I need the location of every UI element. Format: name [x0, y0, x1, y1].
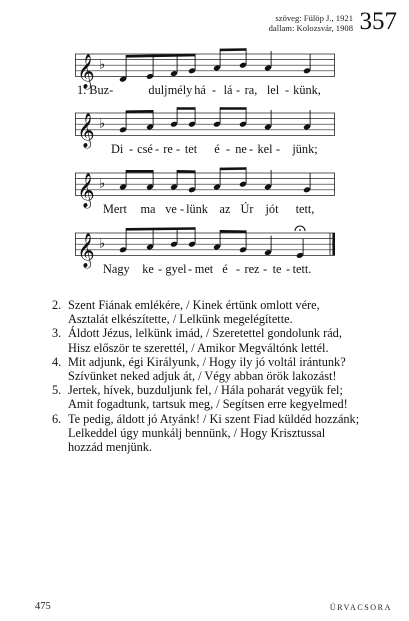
beam: [220, 167, 246, 170]
lyric-syllable: é: [214, 142, 220, 156]
verse: [53, 383, 403, 411]
lyric-syllable: ma: [140, 202, 156, 216]
lyric-syllable: lel: [266, 83, 280, 97]
verse: [53, 412, 403, 455]
lyric-syllable: tett,: [295, 202, 315, 216]
staff: [75, 227, 335, 268]
lyric-syllable: lá: [223, 83, 233, 97]
music-system: [75, 48, 335, 108]
lyric-line: [75, 142, 335, 158]
verse-line: Áldott Jézus, lelkünk imád, / Szeretettel gondolunk rád,: [68, 326, 342, 341]
hymn-credits: [269, 13, 353, 33]
note: [303, 54, 311, 74]
lyric-syllable: ne: [235, 142, 247, 156]
beam: [220, 107, 246, 110]
verse-number: 6.: [52, 411, 62, 426]
music-system: [75, 227, 335, 287]
lyric-syllable: ra,: [244, 83, 258, 97]
lyric-syllable: 1. Buz-: [77, 83, 114, 97]
lyric-syllable: -: [248, 142, 254, 156]
verse: [53, 326, 403, 354]
verse-line: Amit fogadtunk, tartsuk meg, / Segítsen erre kegyelmed!: [68, 397, 348, 412]
lyric-syllable: -: [157, 262, 163, 276]
lyric-line: [75, 262, 335, 278]
verse-line: Lelkeddel úgy munkálj bennünk, / Hogy Krisztussal: [68, 425, 326, 440]
lyric-syllable: met: [194, 262, 214, 276]
lyric-syllable: tet: [184, 142, 198, 156]
verse-number: 2.: [52, 298, 62, 312]
lyric-syllable: -: [154, 142, 160, 156]
lyric-syllable: é: [222, 262, 228, 276]
lyric-syllable: künk,: [293, 83, 321, 97]
beam: [126, 227, 195, 230]
lyric-syllable: -: [175, 142, 181, 156]
lyric-syllable: Úr: [240, 202, 254, 216]
verse-line: Szent Fiának emlékére, / Kinek értünk omlott vére,: [68, 298, 320, 312]
music-credit: dallam: Kolozsvár, 1908: [268, 23, 353, 33]
lyric-syllable: lünk: [186, 202, 208, 216]
fermata-dot: [299, 229, 301, 231]
beam: [220, 230, 246, 233]
lyric-syllable: jót: [265, 202, 279, 216]
treble-clef-icon: 𝄞: [77, 232, 95, 268]
lyric-syllable: jünk;: [292, 142, 318, 156]
lyric-syllable: mély: [167, 83, 193, 97]
treble-clef-icon: 𝄞: [77, 172, 95, 208]
verses: [53, 298, 403, 454]
verse-line: Jertek, hívek, buzduljunk fel, / Hála poharát vegyük fel;: [68, 383, 343, 398]
final-barline: [332, 233, 335, 255]
verse-line: Hisz először te szerettél, / Amikor Megváltónk lettél.: [68, 340, 329, 355]
lyric-line: [75, 83, 335, 99]
lyric-syllable: -: [235, 83, 241, 97]
lyric-syllable: -: [225, 142, 231, 156]
lyric-syllable: tett.: [292, 262, 312, 276]
lyric-syllable: ke: [142, 262, 154, 276]
lyric-line: [75, 202, 335, 218]
verse-line: Mit adjunk, égi Királyunk, / Hogy ily jó voltál irántunk?: [68, 354, 346, 369]
verse-number: 4.: [52, 354, 62, 369]
lyric-syllable: te: [272, 262, 282, 276]
lyric-syllable: Nagy: [103, 262, 130, 276]
beam: [220, 48, 246, 51]
lyric-syllable: Mert: [103, 202, 127, 216]
lyric-syllable: -: [284, 83, 290, 97]
lyric-syllable: -: [128, 142, 134, 156]
lyric-syllable: Di: [111, 142, 124, 156]
beam: [126, 110, 153, 113]
lyric-syllable: há: [194, 83, 206, 97]
beam: [177, 170, 195, 173]
text-credit: szöveg: Fülöp J., 1921: [275, 13, 353, 23]
note: [295, 226, 305, 259]
treble-clef-icon: 𝄞: [77, 53, 95, 89]
treble-clef-icon: 𝄞: [77, 112, 95, 148]
note: [303, 173, 311, 193]
flat-icon: ♭: [99, 236, 106, 252]
staff: [75, 48, 335, 89]
music-system: [75, 107, 335, 167]
staff: [75, 167, 335, 208]
beam: [126, 170, 153, 173]
beam: [126, 54, 195, 58]
lyric-syllable: -: [179, 202, 185, 216]
section-title: ÚRVACSORA: [329, 603, 392, 612]
verse-line: hozzád menjünk.: [68, 440, 153, 455]
lyric-syllable: -: [187, 262, 193, 276]
lyric-syllable: ve: [165, 202, 177, 216]
lyric-syllable: re: [163, 142, 173, 156]
verse: [53, 298, 403, 326]
verse-line: Szívünket neked adjuk át, / Végy abban örök lakozást!: [68, 369, 337, 384]
flat-icon: ♭: [99, 57, 106, 73]
page-number: 475: [35, 601, 51, 612]
lyric-syllable: -: [211, 83, 217, 97]
hymn-number: 357: [359, 8, 397, 35]
verse-line: Asztalát elkészítette, / Lelkünk megelégítette.: [68, 312, 293, 327]
lyric-syllable: gyel: [165, 262, 187, 276]
flat-icon: ♭: [99, 176, 106, 192]
verse-number: 5.: [52, 383, 62, 398]
lyric-syllable: -: [285, 262, 291, 276]
staff: [75, 107, 335, 148]
lyric-syllable: dulj: [148, 83, 168, 97]
verse: [53, 355, 403, 383]
lyric-syllable: rez: [244, 262, 260, 276]
lyric-syllable: -: [275, 142, 281, 156]
flat-icon: ♭: [99, 116, 106, 132]
lyric-syllable: -: [262, 262, 268, 276]
lyric-syllable: -: [235, 262, 241, 276]
verse-line: Te pedig, áldott jó Atyánk! / Ki szent Fiad küldéd hozzánk;: [68, 411, 360, 426]
verse-number: 3.: [52, 326, 62, 341]
lyric-syllable: csé: [137, 142, 153, 156]
music-system: [75, 167, 335, 227]
lyric-syllable: az: [219, 202, 231, 216]
lyric-syllable: kel: [257, 142, 273, 156]
beam: [177, 107, 195, 110]
